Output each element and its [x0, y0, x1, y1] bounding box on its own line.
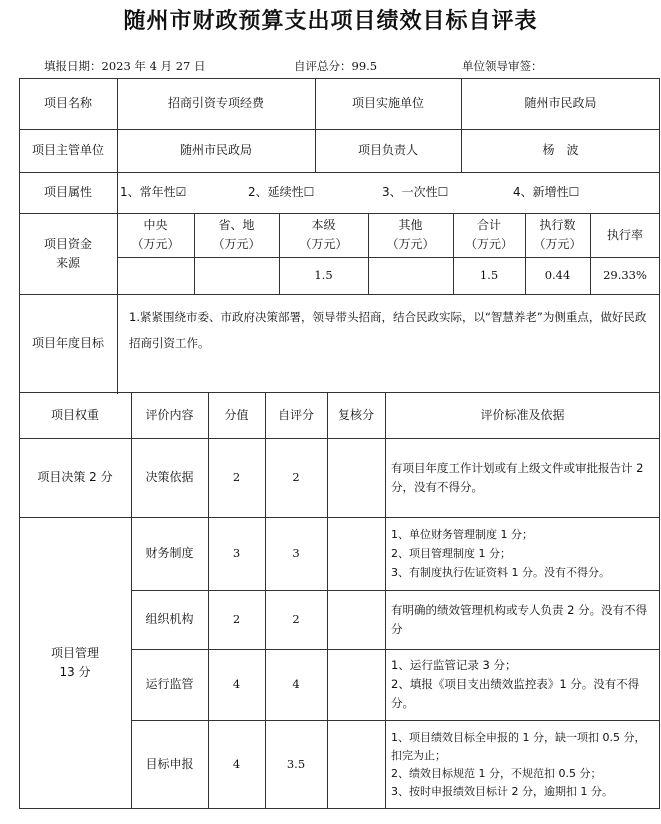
eval-row-criteria: 1、运行监管记录 3 分； 2、填报《项目支出绩效监控表》1 分。没有不得分。	[391, 658, 640, 710]
impl-unit-label: 项目实施单位	[351, 96, 424, 110]
eval-row-review-score	[327, 438, 385, 517]
funds-value-central	[117, 257, 194, 294]
eval-header-score: 分值	[224, 407, 249, 422]
eval-row-self-score: 3	[292, 546, 300, 560]
supervisor-value: 随州市民政局	[179, 143, 252, 157]
total-score-label: 自评总分：	[294, 59, 352, 73]
project-name-label: 项目名称	[43, 96, 92, 110]
eval-header-weight: 项目权重	[50, 407, 99, 422]
eval-row-content: 财务制度	[145, 546, 194, 560]
eval-row-review-score	[327, 649, 385, 720]
eval-row-review-score	[327, 517, 385, 590]
eval-row-score: 2	[232, 470, 241, 484]
eval-row-self-score: 3.5	[286, 757, 306, 771]
leader-sign-label: 单位领导审签：	[462, 59, 543, 73]
leader-value: 杨 波	[542, 143, 579, 157]
eval-header-criteria: 评价标准及依据	[480, 407, 565, 422]
funds-value-province	[194, 257, 279, 294]
funds-header-local: 本级 （万元）	[299, 218, 348, 251]
attr-option-continuing: 2、延续性☐	[248, 185, 315, 199]
eval-row-criteria: 有项目年度工作计划或有上级文件或审批报告计 2 分，没有不得分。	[391, 460, 644, 494]
impl-unit-value: 随州市民政局	[524, 96, 597, 110]
eval-row-content: 运行监管	[145, 677, 194, 691]
eval-group-decision: 项目决策 2 分	[37, 470, 113, 484]
goal-text: 1.紧紧围绕市委、市政府决策部署，领导带头招商，结合民政实际，以“智慧养老”为侧重点，做好民政招商引资工作。	[129, 310, 647, 350]
attr-label: 项目属性	[43, 185, 92, 199]
funds-header-central: 中央 （万元）	[131, 218, 180, 251]
eval-group-management: 项目管理 13 分	[50, 646, 99, 679]
eval-row-score: 2	[232, 612, 241, 626]
funds-header-province: 省、地 （万元）	[212, 218, 261, 251]
eval-header-review-score: 复核分	[337, 407, 374, 422]
funds-header-other: 其他 （万元）	[386, 218, 435, 251]
eval-row-content: 决策依据	[145, 470, 194, 484]
eval-row-score: 3	[232, 546, 241, 560]
total-score	[294, 58, 377, 74]
attr-option-onetime: 3、一次性☐	[382, 185, 449, 199]
eval-row-self-score: 2	[292, 612, 300, 626]
funds-value-local: 1.5	[314, 268, 333, 282]
eval-row-self-score: 2	[292, 470, 300, 484]
supervisor-label: 项目主管单位	[31, 143, 104, 157]
eval-row-self-score: 4	[292, 677, 300, 691]
form-title: 随州市财政预算支出项目绩效目标自评表	[123, 9, 538, 34]
funds-value-rate: 29.33%	[603, 268, 647, 282]
leader-sign	[462, 58, 543, 74]
project-name-value: 招商引资专项经费	[167, 96, 264, 110]
funds-value-total: 1.5	[479, 268, 499, 282]
attr-option-new: 4、新增性☐	[513, 185, 580, 199]
eval-row-content: 组织机构	[145, 612, 194, 626]
eval-row-score: 4	[232, 677, 241, 691]
leader-label: 项目负责人	[357, 143, 418, 157]
funds-value-other	[368, 257, 453, 294]
fill-date-label: 填报日期：	[44, 59, 102, 73]
fill-date	[44, 58, 206, 74]
funds-header-executed: 执行数 （万元）	[533, 218, 582, 251]
eval-header-self-score: 自评分	[277, 407, 314, 422]
funds-header-rate: 执行率	[606, 227, 643, 242]
fill-date-value: 2023 年 4 月 27 日	[101, 59, 206, 73]
funds-label: 项目资金 来源	[43, 236, 92, 270]
funds-header-total: 合计 （万元）	[464, 218, 513, 251]
eval-row-criteria: 1、单位财务管理制度 1 分； 2、项目管理制度 1 分； 3、有制度执行佐证资料 1 分。没有不得分。	[391, 528, 610, 579]
eval-row-review-score	[327, 590, 385, 649]
eval-header-content: 评价内容	[145, 407, 194, 422]
eval-row-criteria: 1、项目绩效目标全申报的 1 分，缺一项扣 0.5 分，扣完为止； 2、绩效目标规范 1 分，不规范扣 0.5 分； 3、按时申报绩效目标计 2 分，逾期扣 1 分。	[391, 730, 646, 798]
funds-value-executed: 0.44	[544, 268, 571, 282]
eval-row-score: 4	[232, 757, 241, 771]
attr-option-recurring: 1、常年性☑	[120, 185, 187, 199]
goal-label: 项目年度目标	[31, 335, 104, 350]
eval-row-criteria: 有明确的绩效管理机构或专人负责 2 分。没有不得分	[391, 602, 648, 636]
total-score-value: 99.5	[351, 59, 378, 73]
eval-row-content: 目标申报	[145, 757, 194, 771]
eval-row-review-score	[327, 720, 385, 809]
